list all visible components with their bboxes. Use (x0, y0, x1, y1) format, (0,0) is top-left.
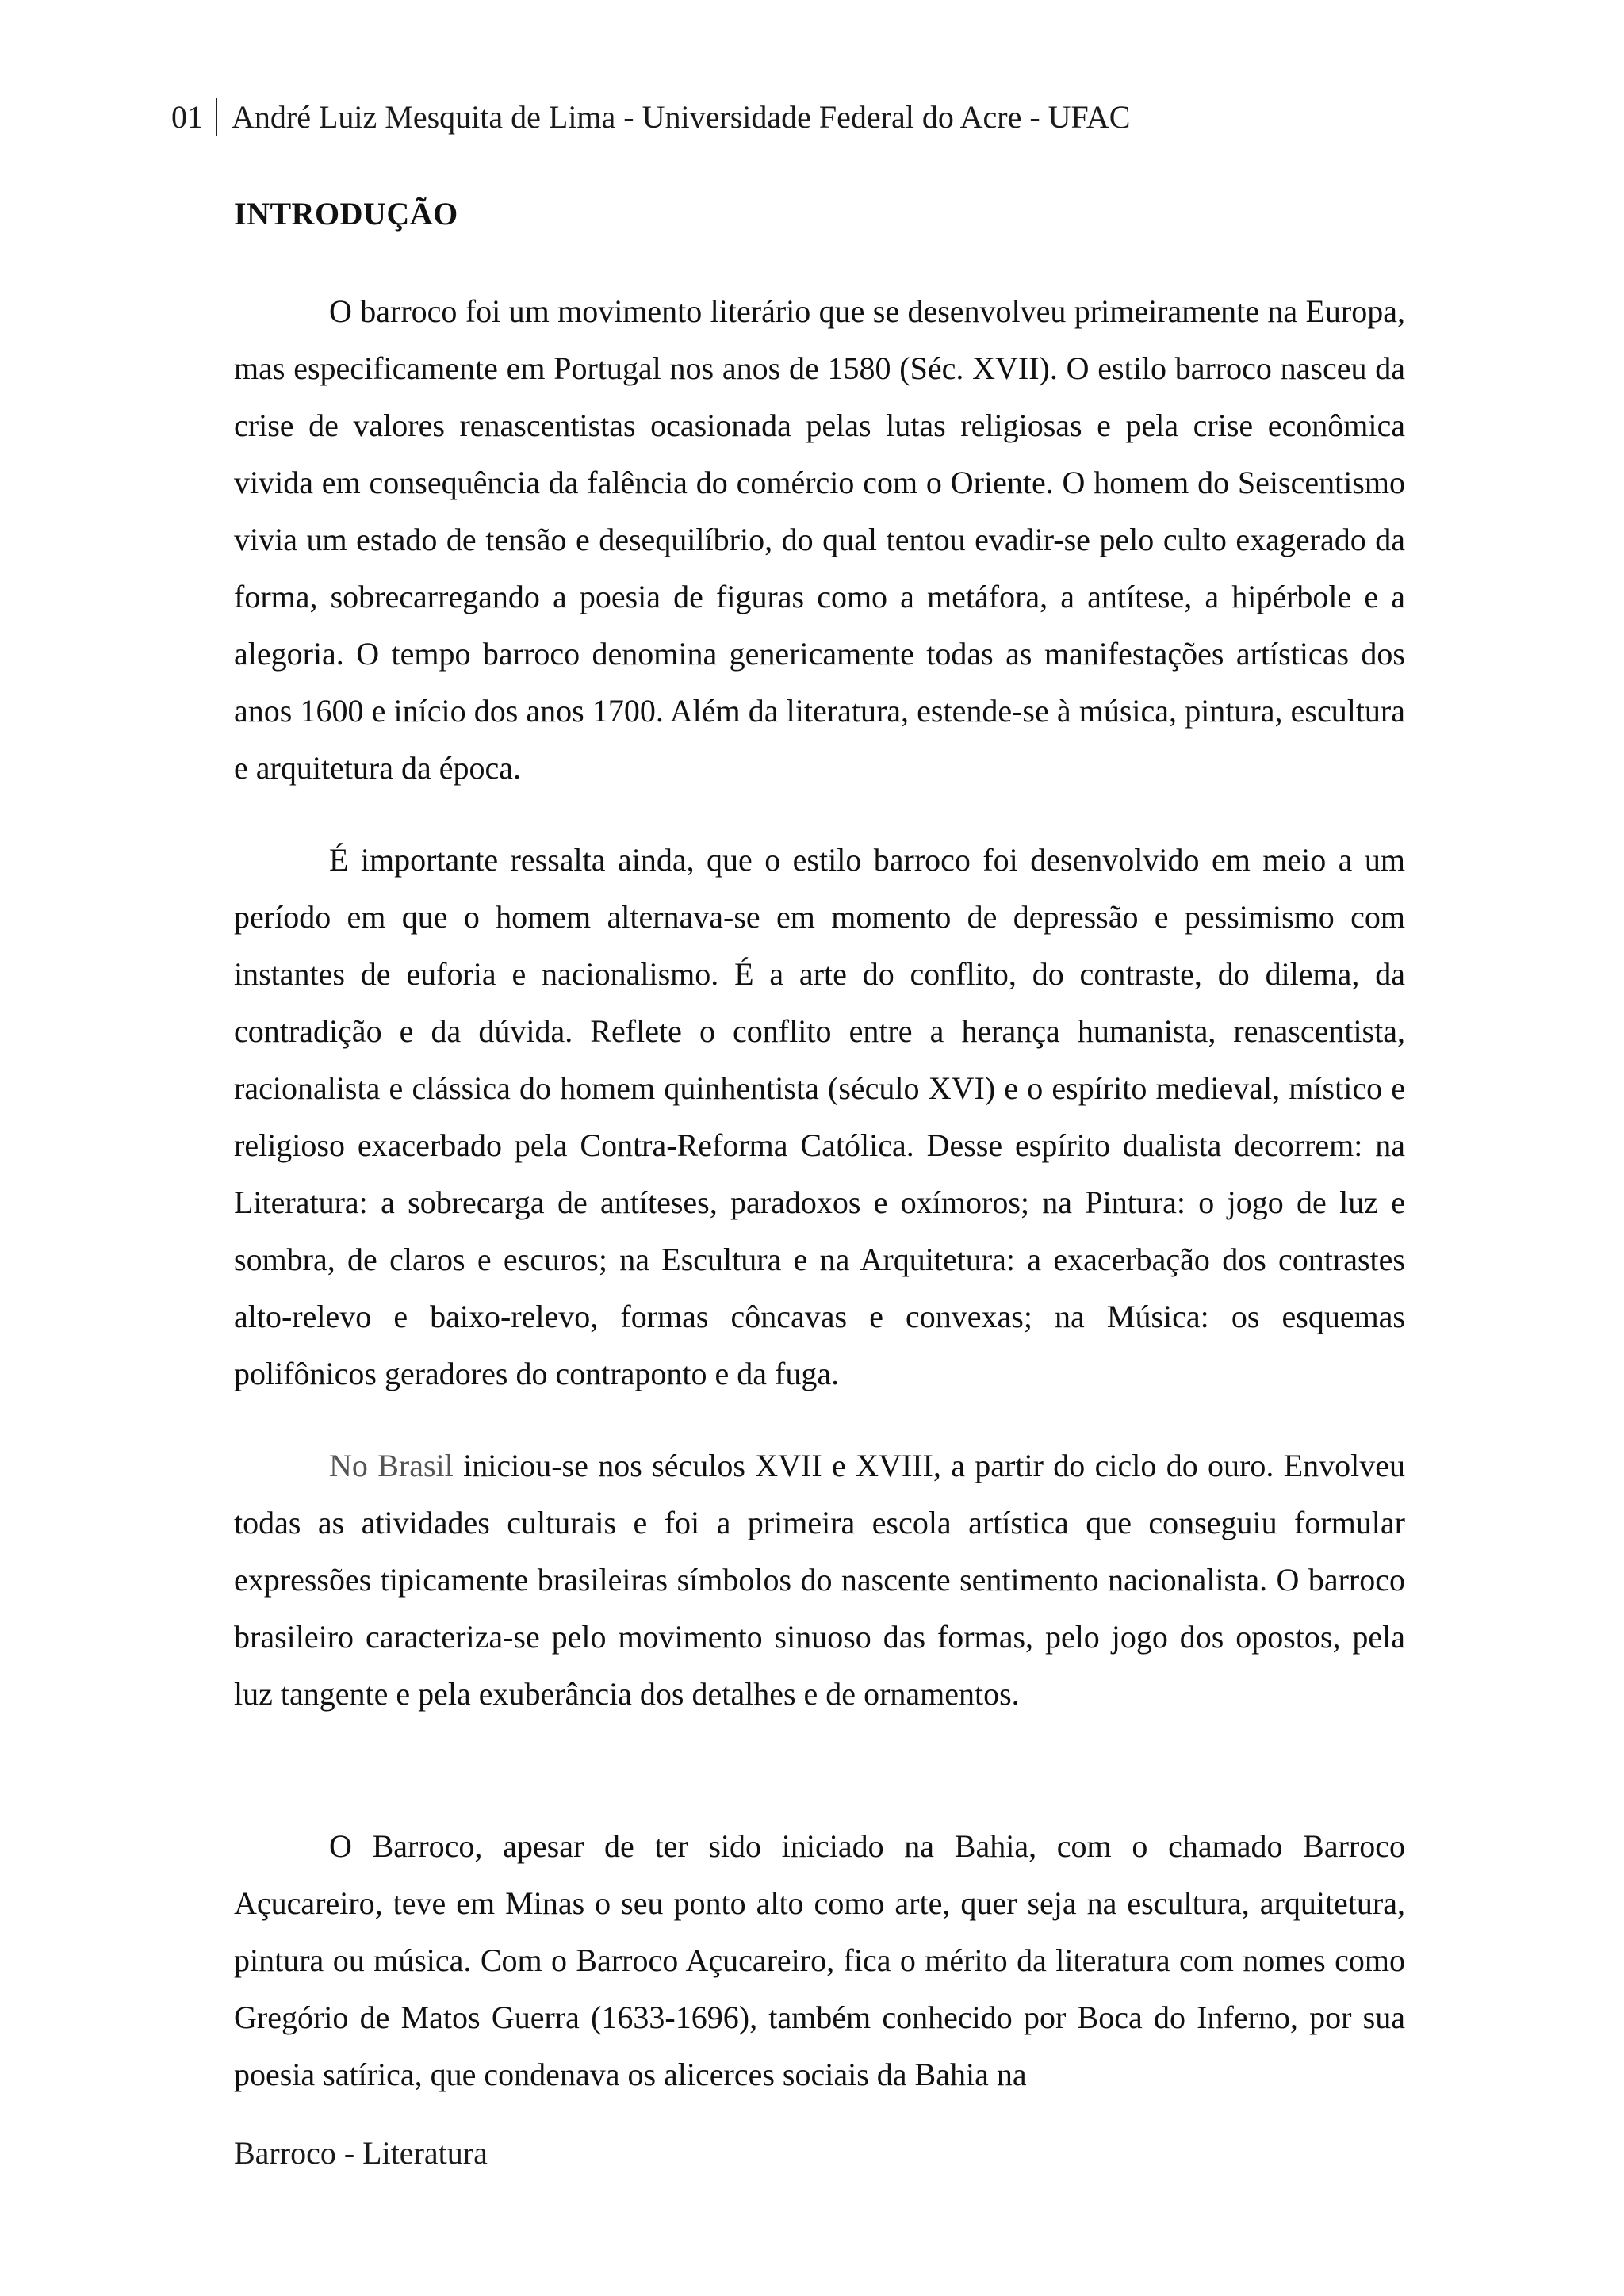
paragraph-3-lead: No Brasil (329, 1448, 454, 1483)
paragraph-3 (234, 1437, 1405, 1723)
section-title: INTRODUÇÃO (234, 196, 458, 232)
page-number: 01 (171, 99, 203, 135)
header-divider (216, 98, 217, 136)
paragraph-2: É importante ressalta ainda, que o estilo barroco foi desenvolvido em meio a um período em que o homem alternava-se em momento de depressão e pessimismo com instantes de euforia e nacionalismo. É a arte do conflito, do contraste, do dilema, da contradição e da dúvida. Reflete o conflito entre a herança humanista, renascentista, racionalista e clássica do homem quinhentista (século XVI) e o espírito medieval, místico e religioso exacerbado pela Contra-Reforma Católica. Desse espírito dualista decorrem: na Literatura: a sobrecarga de antíteses, paradoxos e oxímoros; na Pintura: o jogo de luz e sombra, de claros e escuros; na Escultura e na Arquitetura: a exacerbação dos contrastes alto-relevo e baixo-relevo, formas côncavas e convexas; na Música: os esquemas polifônicos geradores do contraponto e da fuga. (234, 842, 1405, 1391)
paragraph-1: O barroco foi um movimento literário que se desenvolveu primeiramente na Europa, mas especificamente em Portugal nos anos de 1580 (Séc. XVII). O estilo barroco nasceu da crise de valores renascentistas ocasionada pelas lutas religiosas e pela crise econômica vivida em consequência da falência do comércio com o Oriente. O homem do Seiscentismo vivia um estado de tensão e desequilíbrio, do qual tentou evadir-se pelo culto exagerado da forma, sobrecarregando a poesia de figuras como a metáfora, a antítese, a hipérbole e a alegoria. O tempo barroco denomina genericamente todas as manifestações artísticas dos anos 1600 e início dos anos 1700. Além da literatura, estende-se à música, pintura, escultura e arquitetura da época. (234, 293, 1405, 786)
page-header (171, 94, 1130, 141)
page-footer: Barroco - Literatura (234, 2135, 488, 2171)
header-title: André Luiz Mesquita de Lima - Universidade Federal do Acre - UFAC (232, 99, 1131, 135)
paragraph-3-body: iniciou-se nos séculos XVII e XVIII, a partir do ciclo do ouro. Envolveu todas as atividades culturais e foi a primeira escola artística que conseguiu formular expressões tipicamente brasileiras símbolos do nascente sentimento nacionalista. O barroco brasileiro caracteriza-se pelo movimento sinuoso das formas, pelo jogo dos opostos, pela luz tangente e pela exuberância dos detalhes e de ornamentos. (234, 1448, 1406, 1712)
paragraph-4: O Barroco, apesar de ter sido iniciado na Bahia, com o chamado Barroco Açucareiro, teve em Minas o seu ponto alto como arte, quer seja na escultura, arquitetura, pintura ou música. Com o Barroco Açucareiro, fica o mérito da literatura com nomes como Gregório de Matos Guerra (1633-1696), também conhecido por Boca do Inferno, por sua poesia satírica, que condenava os alicerces sociais da Bahia na (234, 1828, 1405, 2092)
